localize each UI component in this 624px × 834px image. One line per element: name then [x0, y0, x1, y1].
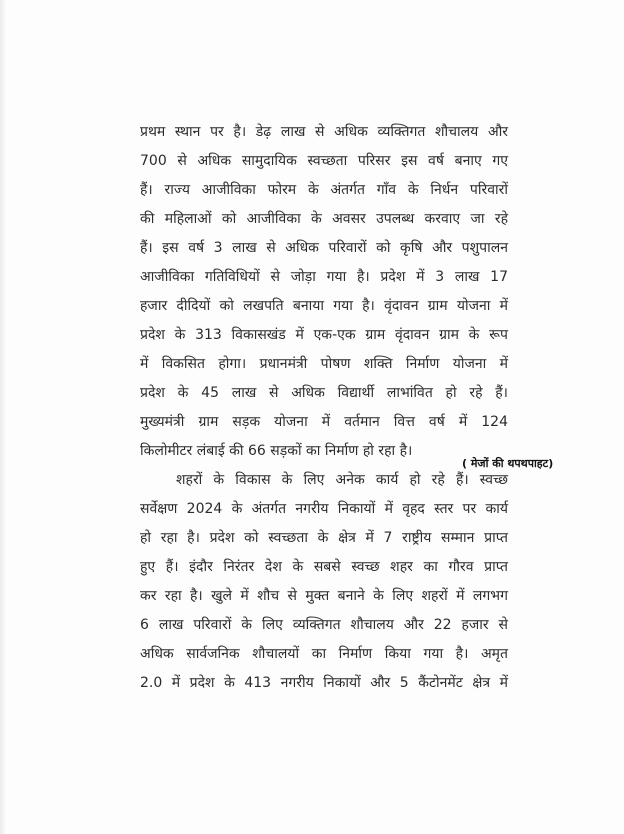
text-line-5: हैं। इस वर्ष 3 लाख से अधिक परिवारों को कृषि और पशुपालन	[140, 240, 508, 256]
text-line-2: 700 से अधिक सामुदायिक स्वच्छता परिसर इस वर्ष बनाए गए	[140, 153, 508, 169]
text-line-15: हो रहा है। प्रदेश को स्वच्छता के क्षेत्र में 7 राष्ट्रीय सम्मान प्राप्त	[140, 530, 508, 546]
text-line-14: सर्वेक्षण 2024 के अंतर्गत नगरीय निकायों में वृहद स्तर पर कार्य	[140, 501, 508, 517]
text-line-18: 6 लाख परिवारों के लिए व्यक्तिगत शौचालय और 22 हजार से	[140, 617, 508, 633]
text-line-11: मुख्यमंत्री ग्राम सड़क योजना में वर्तमान वित्त वर्ष में 124	[140, 414, 508, 430]
text-line-8: प्रदेश के 313 विकासखंड में एक-एक ग्राम वृंदावन ग्राम के रूप	[140, 327, 508, 343]
text-line-4: की महिलाओं को आजीविका के अवसर उपलब्ध करवाए जा रहे	[140, 211, 508, 227]
speech-text-block	[140, 118, 508, 698]
text-line-16: हुए हैं। इंदौर निरंतर देश के सबसे स्वच्छ शहर का गौरव प्राप्त	[140, 559, 508, 575]
paragraph-2-line-1: शहरों के विकास के लिए अनेक कार्य हो रहे हैं। स्वच्छ	[176, 472, 508, 488]
text-line-1: प्रथम स्थान पर है। डेढ़ लाख से अधिक व्यक्तिगत शौचालय और	[140, 124, 508, 140]
applause-note: ( मेजों की थपथपाहट)	[462, 457, 554, 470]
text-line-7: हजार दीदियों को लखपति बनाया गया है। वृंदावन ग्राम योजना में	[140, 298, 508, 314]
text-line-6: आजीविका गतिविधियों से जोड़ा गया है। प्रदेश में 3 लाख 17	[140, 269, 508, 285]
text-line-20: 2.0 में प्रदेश के 413 नगरीय निकायों और 5 कैंटोनमेंट क्षेत्र में	[140, 675, 508, 691]
text-line-10: प्रदेश के 45 लाख से अधिक विद्यार्थी लाभांवित हो रहे हैं।	[140, 385, 508, 401]
text-line-3: हैं। राज्य आजीविका फोरम के अंतर्गत गाँव के निर्धन परिवारों	[140, 182, 508, 198]
page-edge-shadow	[0, 0, 6, 834]
text-line-9: में विकसित होगा। प्रधानमंत्री पोषण शक्ति निर्माण योजना में	[140, 356, 508, 372]
text-line-19: अधिक सार्वजनिक शौचालयों का निर्माण किया गया है। अमृत	[140, 646, 508, 662]
text-line-12: किलोमीटर लंबाई की 66 सड़कों का निर्माण हो रहा है।	[140, 443, 413, 459]
text-line-17: कर रहा है। खुले में शौच से मुक्त बनाने के लिए शहरों में लगभग	[140, 588, 508, 604]
